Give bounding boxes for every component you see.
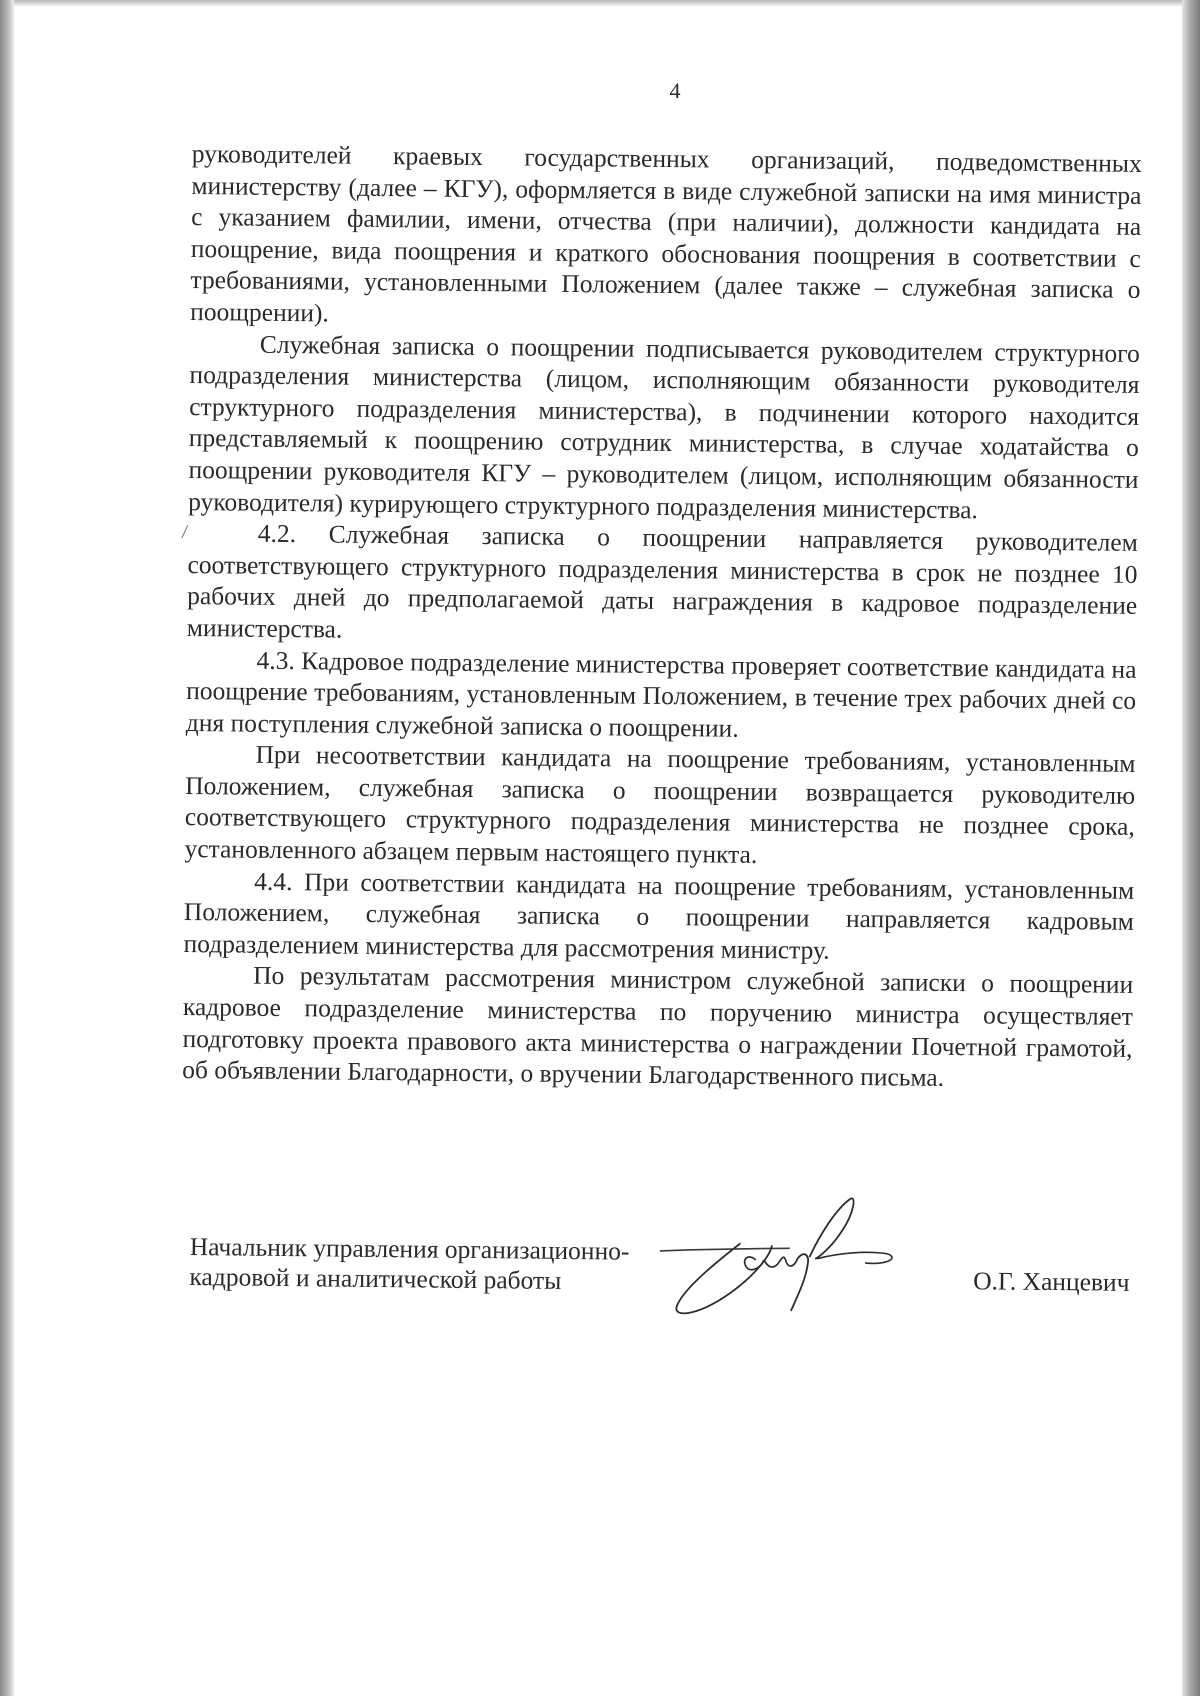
document-body [182, 138, 1142, 1096]
paragraph-4: 4.3. Кадровое подразделение министерства проверяет соответствие кандидата на поощрение требованиям, установленным Положением, в течение трех рабочих дней со дня поступления служебной записка о поощрении. [185, 645, 1137, 743]
scan-edge-top [0, 0, 1200, 6]
paragraph-1: руководителей краевых государственных организаций, подведомственных министерству (далее – КГУ), оформляется в виде служебной записки на имя министра с указанием фамилии, имени, отчества (при наличии), должности кандидата на поощрение, вида поощрения и краткого обоснования поощрения в соответствии с требованиями, установленными Положением (далее также – служебная записка о поощрении). [190, 138, 1142, 328]
scan-edge-left [0, 0, 14, 1696]
signatory-title-line-1: Начальник управления организационно- [189, 1231, 630, 1266]
paragraph-5: При несоответствии кандидата на поощрение требованиям, установленным Положением, служебная записка о поощрении возвращается руководителю соответствующего структурного подразделения министерства не позднее срока, установленного абзацем первым настоящего пункта. [184, 739, 1136, 870]
handwritten-signature [659, 1193, 920, 1336]
signatory-title [189, 1232, 660, 1297]
page-number: 4 [669, 78, 681, 103]
paragraph-6: 4.4. При соответствии кандидата на поощрение требованиям, установленным Положением, служебная записка о поощрении направляется кадровым подразделением министерства для рассмотрения министру. [183, 866, 1135, 965]
scan-edge-right [1182, 0, 1200, 1696]
signature-block [189, 1228, 1130, 1368]
paragraph-3: 4.2. Служебная записка о поощрении направляется руководителем соответствующего структурного подразделения министерства в срок не позднее 10 рабочих дней до предполагаемой даты награждения в кадровое подразделение министерства. [186, 518, 1138, 644]
paragraph-7: По результатам рассмотрения министром служебной записки о поощрении кадровое подразделение министерства по поручению министра осуществляет подготовку проекта правового акта министерства о награждении Почетной грамотой, об объявлении Благодарности, о вручении Благодарственного письма. [182, 961, 1134, 1093]
signatory-title-line-2: кадровой и аналитической работы [189, 1261, 562, 1295]
signatory-name: О.Г. Ханцевич [973, 1266, 1130, 1297]
paragraph-2: Служебная записка о поощрении подписывается руководителем структурного подразделения министерства (лицом, исполняющим обязанности руководителя структурного подразделения министерства), в подчинении которого находится представляемый к поощрению сотрудник министерства, в случае ходатайства о поощрении руководителя КГУ – руководителем (лицом, исполняющим обязанности руководителя) курирующего структурного подразделения министерства. [188, 329, 1140, 524]
